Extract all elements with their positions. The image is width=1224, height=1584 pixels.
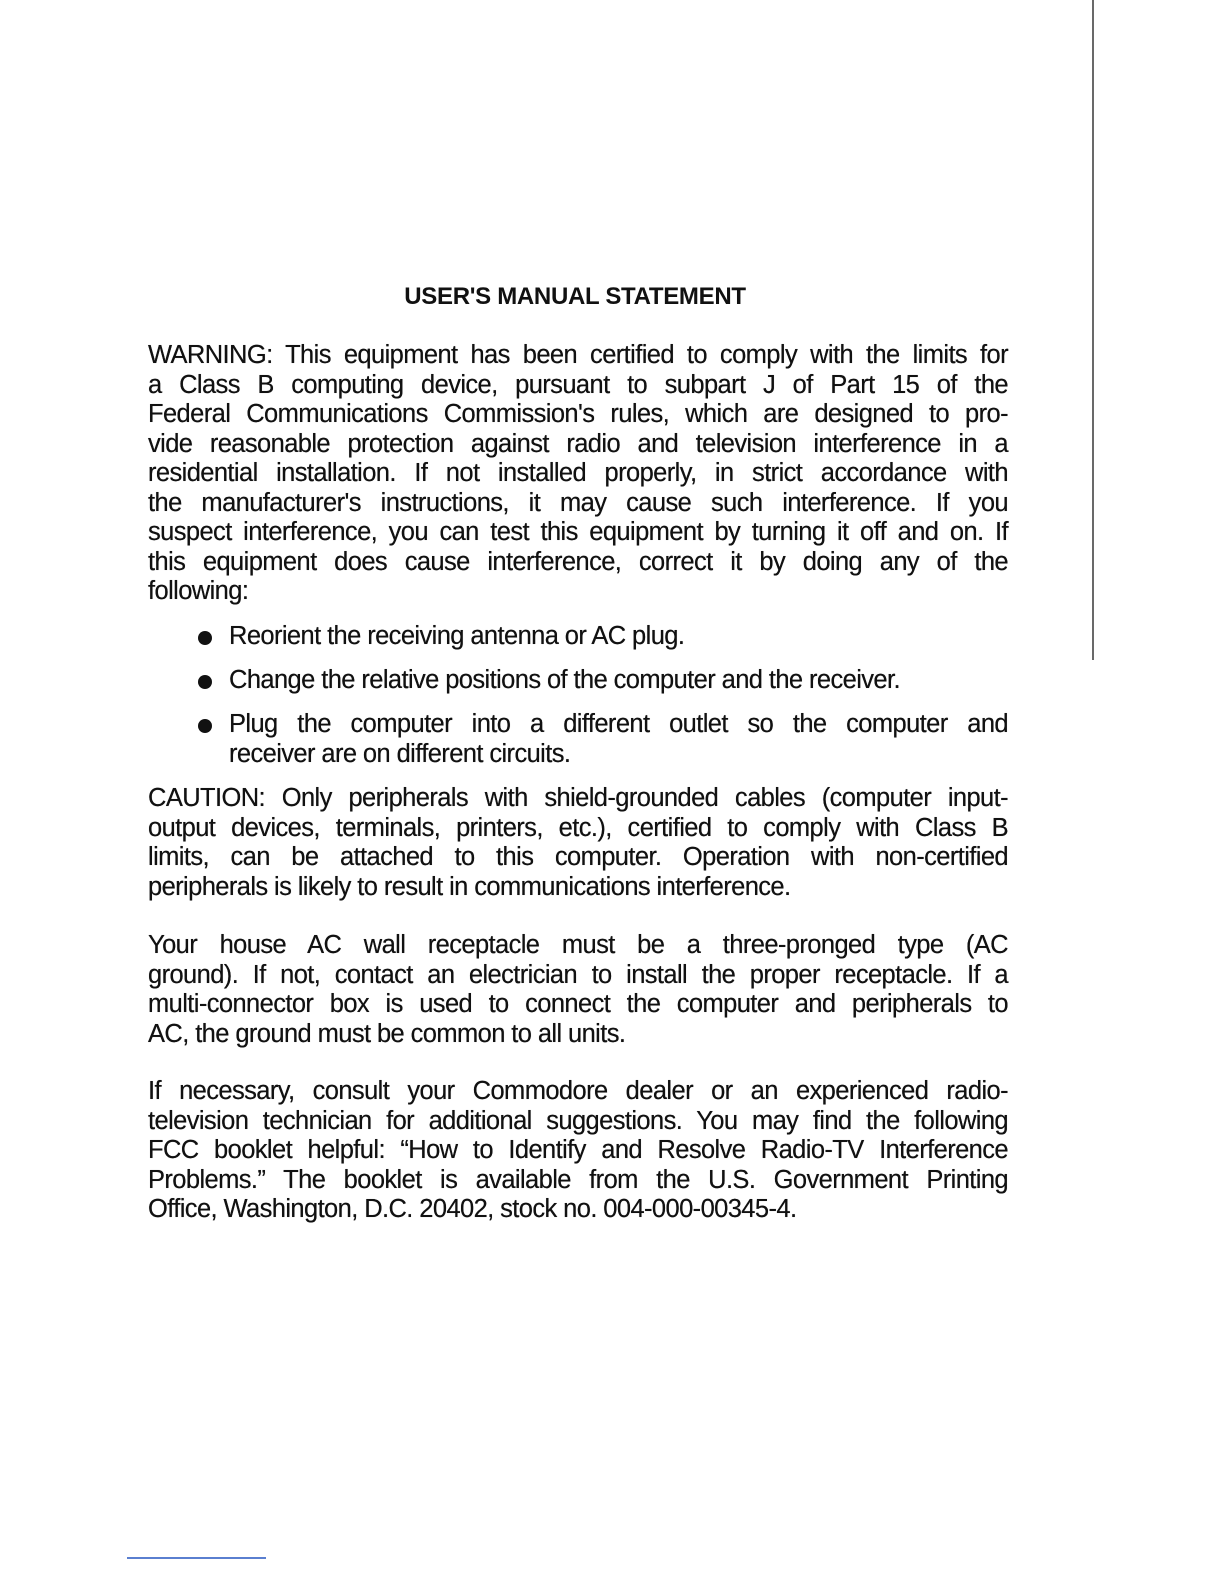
text-line: Change the relative positions of the computer and the receiver.	[229, 666, 900, 694]
text-line: WARNING: This equipment has been certified to comply with the limits for	[148, 341, 1008, 369]
bullet-item	[195, 710, 1008, 769]
text-line: Reorient the receiving antenna or AC plug.	[229, 622, 685, 650]
bullet-icon	[198, 719, 212, 733]
text-line: FCC booklet helpful: “How to Identify and Resolve Radio-TV Interference	[148, 1136, 1008, 1164]
bullet-item	[195, 666, 1008, 696]
scan-mark-line	[127, 1557, 266, 1559]
caution-paragraph	[148, 784, 1008, 902]
warning-paragraph	[148, 341, 1008, 607]
text-line: Problems.” The booklet is available from the U.S. Government Printing	[148, 1165, 1008, 1194]
text-line: suspect interference, you can test this equipment by turning it off and on. If	[148, 518, 1008, 546]
text-line: ground). If not, contact an electrician to install the proper receptacle. If a	[148, 960, 1008, 989]
text-line: Plug the computer into a different outlet so the computer and	[229, 710, 1008, 738]
text-line: multi-connector box is used to connect the computer and peripherals to	[148, 990, 1008, 1018]
text-line: television technician for additional suggestions. You may find the following	[148, 1106, 1008, 1135]
text-line: Your house AC wall receptacle must be a three-pronged type (AC	[148, 931, 1008, 959]
page-title: USER'S MANUAL STATEMENT	[404, 283, 746, 310]
text-line: vide reasonable protection against radio and television interference in a	[148, 429, 1008, 458]
consult-paragraph	[148, 1077, 1008, 1225]
text-line: a Class B computing device, pursuant to subpart J of Part 15 of the	[148, 370, 1008, 399]
bullet-list	[195, 622, 1008, 784]
text-line: Federal Communications Commission's rules, which are designed to pro-	[148, 400, 1008, 428]
text-line: the manufacturer's instructions, it may cause such interference. If you	[148, 488, 1008, 517]
text-line: output devices, terminals, printers, etc.), certified to comply with Class B	[148, 813, 1008, 842]
scan-edge-line	[1092, 0, 1094, 660]
text-line: peripherals is likely to result in communications interference.	[148, 872, 791, 901]
bullet-item	[195, 622, 1008, 652]
text-line: If necessary, consult your Commodore dealer or an experienced radio-	[148, 1077, 1008, 1105]
text-line: following:	[148, 577, 249, 605]
text-line: limits, can be attached to this computer. Operation with non-certified	[148, 843, 1008, 871]
text-line: AC, the ground must be common to all units.	[148, 1019, 626, 1048]
bullet-icon	[198, 631, 212, 645]
text-line: receiver are on different circuits.	[229, 739, 571, 768]
text-line: Office, Washington, D.C. 20402, stock no. 004-000-00345-4.	[148, 1195, 797, 1223]
text-line: CAUTION: Only peripherals with shield-grounded cables (computer input-	[148, 784, 1008, 812]
receptacle-paragraph	[148, 931, 1008, 1049]
text-line: residential installation. If not installed properly, in strict accordance with	[148, 459, 1008, 487]
bullet-icon	[198, 675, 212, 689]
text-line: this equipment does cause interference, correct it by doing any of the	[148, 547, 1008, 576]
